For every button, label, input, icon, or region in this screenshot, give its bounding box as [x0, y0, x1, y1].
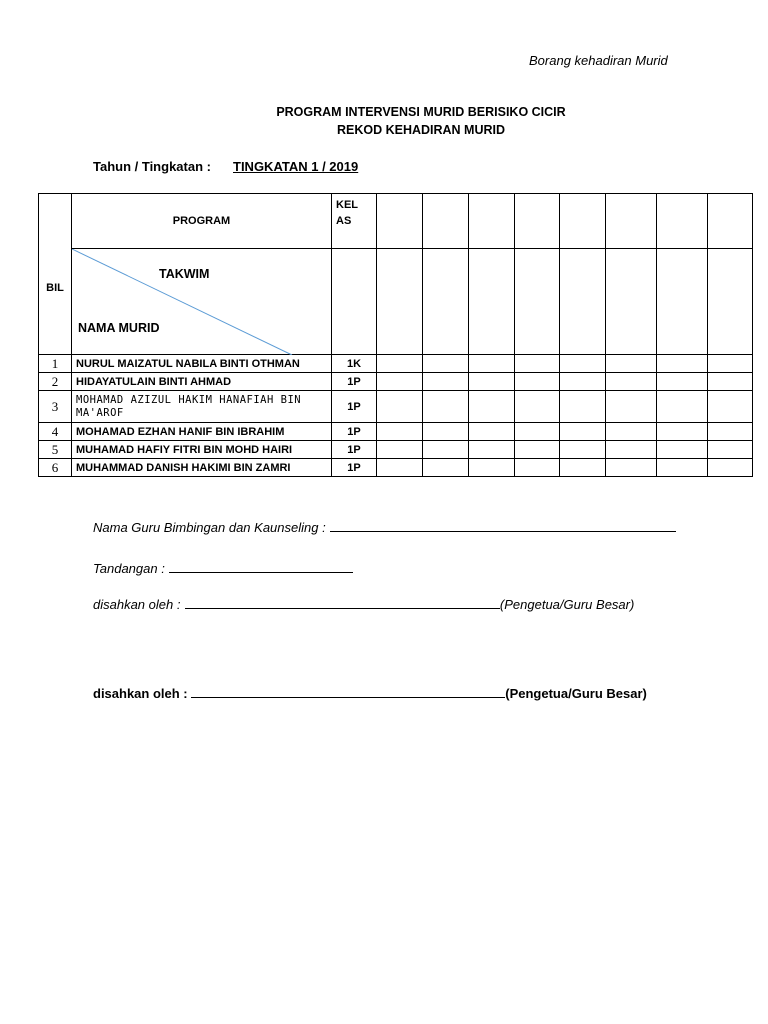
table-row: [39, 391, 753, 423]
attendance-cell[interactable]: [423, 441, 469, 459]
table-row: [39, 423, 753, 441]
attendance-cell[interactable]: [708, 391, 753, 423]
attendance-cell[interactable]: [423, 194, 469, 249]
attendance-cell[interactable]: [515, 249, 560, 355]
attendance-cell[interactable]: [708, 423, 753, 441]
attendance-cell[interactable]: [560, 459, 606, 477]
kelas-header-line2: AS: [336, 215, 352, 227]
attendance-cell[interactable]: [560, 423, 606, 441]
attendance-cell[interactable]: [423, 459, 469, 477]
kelas-header: [332, 194, 377, 249]
attendance-cell[interactable]: [469, 373, 515, 391]
attendance-cell[interactable]: [606, 194, 657, 249]
student-kelas: 1P: [332, 373, 377, 391]
guru-line: [93, 519, 676, 537]
attendance-cell[interactable]: [560, 373, 606, 391]
nama-murid-label: NAMA MURID: [78, 321, 160, 335]
student-rows: [39, 355, 753, 477]
kelas-blank-cell: [332, 249, 377, 355]
page-subtitle: REKOD KEHADIRAN MURID: [336, 123, 506, 137]
disahkan-suffix-1: (Pengetua/Guru Besar): [499, 597, 635, 612]
attendance-cell[interactable]: [708, 249, 753, 355]
student-name: MUHAMAD HAFIY FITRI BIN MOHD HAIRI: [72, 441, 332, 459]
student-name: HIDAYATULAIN BINTI AHMAD: [72, 373, 332, 391]
attendance-cell[interactable]: [515, 373, 560, 391]
attendance-cell[interactable]: [423, 249, 469, 355]
table-row: [39, 441, 753, 459]
form-tag: Borang kehadiran Murid: [529, 53, 668, 68]
takwim-label: TAKWIM: [159, 267, 210, 281]
row-number: 2: [39, 373, 72, 391]
attendance-cell[interactable]: [708, 355, 753, 373]
disahkan-input-2[interactable]: [191, 685, 505, 698]
attendance-cell[interactable]: [657, 441, 708, 459]
attendance-cell[interactable]: [469, 249, 515, 355]
attendance-cell[interactable]: [469, 423, 515, 441]
attendance-cell[interactable]: [423, 423, 469, 441]
takwim-nama-cell: [72, 249, 332, 355]
row-number: 4: [39, 423, 72, 441]
row-number: 6: [39, 459, 72, 477]
attendance-cell[interactable]: [606, 373, 657, 391]
attendance-cell[interactable]: [515, 423, 560, 441]
attendance-cell[interactable]: [560, 441, 606, 459]
disahkan-line-2: [93, 685, 647, 701]
attendance-cell[interactable]: [515, 355, 560, 373]
attendance-cell[interactable]: [423, 373, 469, 391]
student-name: NURUL MAIZATUL NABILA BINTI OTHMAN: [72, 355, 332, 373]
student-kelas: 1P: [332, 423, 377, 441]
attendance-cell[interactable]: [469, 459, 515, 477]
attendance-cell[interactable]: [515, 459, 560, 477]
student-kelas: 1P: [332, 391, 377, 423]
student-name: MOHAMAD EZHAN HANIF BIN IBRAHIM: [72, 423, 332, 441]
bil-header: BIL: [39, 194, 72, 355]
attendance-cell[interactable]: [560, 194, 606, 249]
guru-input[interactable]: [330, 519, 676, 532]
attendance-cell[interactable]: [606, 423, 657, 441]
attendance-cell[interactable]: [423, 355, 469, 373]
table-row: [39, 459, 753, 477]
attendance-cell[interactable]: [515, 441, 560, 459]
attendance-cell[interactable]: [657, 249, 708, 355]
attendance-cell[interactable]: [377, 194, 423, 249]
attendance-cell[interactable]: [469, 441, 515, 459]
attendance-cell[interactable]: [377, 249, 423, 355]
attendance-cell[interactable]: [606, 391, 657, 423]
attendance-cell[interactable]: [377, 373, 423, 391]
attendance-cell[interactable]: [657, 194, 708, 249]
tandangan-label: Tandangan :: [93, 561, 165, 576]
attendance-cell[interactable]: [606, 459, 657, 477]
guru-label: Nama Guru Bimbingan dan Kaunseling :: [93, 520, 326, 535]
attendance-cell[interactable]: [657, 423, 708, 441]
student-kelas: 1P: [332, 459, 377, 477]
attendance-cell[interactable]: [657, 373, 708, 391]
attendance-cell[interactable]: [423, 391, 469, 423]
year-value: TINGKATAN 1 / 2019: [233, 159, 359, 174]
row-number: 1: [39, 355, 72, 373]
attendance-cell[interactable]: [657, 391, 708, 423]
student-name: MUHAMMAD DANISH HAKIMI BIN ZAMRI: [72, 459, 332, 477]
tandangan-input[interactable]: [169, 560, 353, 573]
attendance-cell[interactable]: [469, 391, 515, 423]
disahkan-label-2: disahkan oleh :: [93, 686, 188, 701]
disahkan-suffix-2: (Pengetua/Guru Besar): [505, 686, 647, 701]
attendance-cell[interactable]: [515, 391, 560, 423]
student-kelas: 1P: [332, 441, 377, 459]
attendance-cell[interactable]: [708, 459, 753, 477]
kelas-header-line1: KEL: [336, 199, 358, 211]
year-label: Tahun / Tingkatan :: [93, 159, 211, 174]
disahkan-input-1[interactable]: [185, 596, 500, 609]
attendance-cell[interactable]: [708, 194, 753, 249]
attendance-cell[interactable]: [560, 249, 606, 355]
attendance-cell[interactable]: [606, 355, 657, 373]
row-number: 3: [39, 391, 72, 423]
attendance-cell[interactable]: [515, 194, 560, 249]
row-number: 5: [39, 441, 72, 459]
attendance-cell[interactable]: [377, 391, 423, 423]
attendance-cell[interactable]: [377, 459, 423, 477]
attendance-cell[interactable]: [708, 373, 753, 391]
attendance-cell[interactable]: [469, 355, 515, 373]
disahkan-line-1: [93, 596, 634, 614]
program-header: PROGRAM: [72, 194, 332, 249]
attendance-cell[interactable]: [606, 249, 657, 355]
attendance-cell[interactable]: [377, 423, 423, 441]
attendance-cell[interactable]: [560, 391, 606, 423]
attendance-cell[interactable]: [606, 441, 657, 459]
student-kelas: 1K: [332, 355, 377, 373]
table-row: [39, 373, 753, 391]
attendance-cell[interactable]: [657, 459, 708, 477]
attendance-table: [38, 193, 753, 477]
attendance-cell[interactable]: [377, 355, 423, 373]
attendance-cell[interactable]: [657, 355, 708, 373]
attendance-cell[interactable]: [469, 194, 515, 249]
student-name: MOHAMAD AZIZUL HAKIM HANAFIAH BIN MA'AROF: [72, 391, 332, 423]
table-row: [39, 355, 753, 373]
attendance-cell[interactable]: [560, 355, 606, 373]
disahkan-label-1: disahkan oleh :: [93, 597, 181, 612]
tandangan-line: [93, 560, 353, 578]
attendance-cell[interactable]: [708, 441, 753, 459]
diagonal-divider: [72, 249, 332, 355]
page-title: PROGRAM INTERVENSI MURID BERISIKO CICIR: [276, 105, 566, 119]
attendance-cell[interactable]: [377, 441, 423, 459]
